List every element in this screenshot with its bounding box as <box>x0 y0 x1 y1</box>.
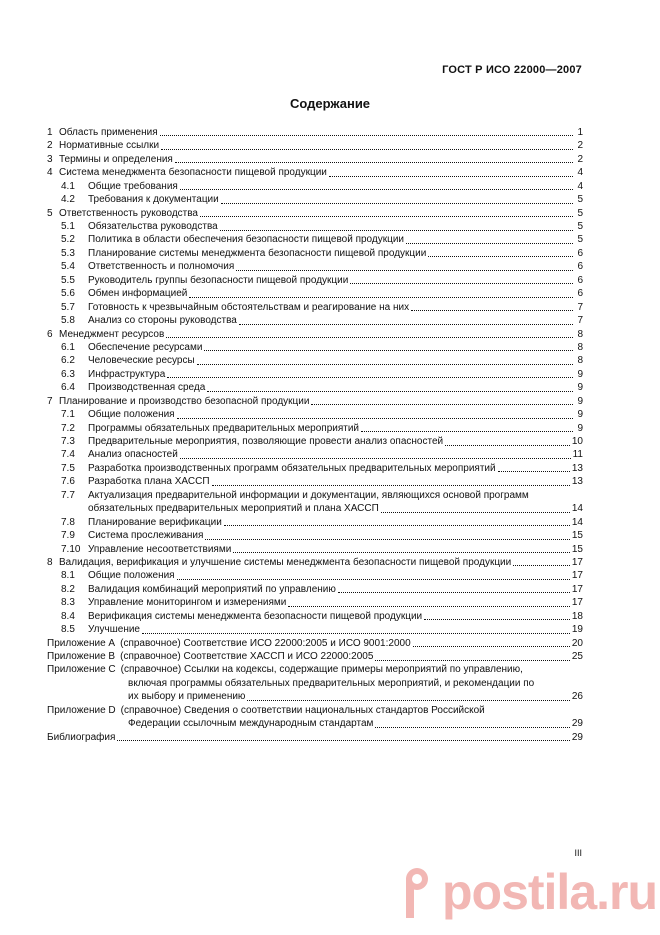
toc-entry[interactable] <box>47 596 583 609</box>
toc-entry-number: 8.5 <box>61 624 75 636</box>
toc-entry-number: 5.8 <box>61 315 75 327</box>
toc-entry-number: 7.9 <box>61 530 75 542</box>
toc-entry-number: 5.5 <box>61 274 75 286</box>
toc-entry[interactable] <box>47 126 583 139</box>
toc-entry-number: 6.4 <box>61 382 75 394</box>
toc-entry[interactable] <box>47 529 583 542</box>
dot-leader <box>239 323 573 325</box>
dot-leader <box>167 376 573 378</box>
toc-entry-page: 14 <box>571 503 583 515</box>
toc-entry-number: 7.8 <box>61 516 75 528</box>
toc-entry-number: 7.5 <box>61 462 75 474</box>
dot-leader <box>338 591 570 593</box>
toc-entry-title: Общие положения <box>88 570 175 582</box>
toc-entry-title: Инфраструктура <box>88 368 166 380</box>
toc-entry-page: 13 <box>571 462 583 474</box>
toc-entry-title: Обеспечение ресурсами <box>88 341 203 353</box>
toc-entry-title: Руководитель группы безопасности пищевой продукции <box>88 274 349 286</box>
toc-entry-title: Область применения <box>59 126 158 138</box>
dot-leader <box>220 229 573 231</box>
toc-entry-title: Нормативные ссылки <box>59 140 160 152</box>
toc-entry[interactable] <box>47 475 583 488</box>
toc-entry[interactable] <box>47 664 583 677</box>
toc-entry[interactable] <box>47 650 583 663</box>
toc-entry-number: 8 <box>47 556 53 568</box>
toc-entry-page: 18 <box>571 610 583 622</box>
toc-entry-number: 8.1 <box>61 570 75 582</box>
toc-entry-continuation <box>47 502 583 515</box>
toc-entry-number: 5.3 <box>61 247 75 259</box>
toc-entry[interactable] <box>47 610 583 623</box>
toc-entry-number: 6.1 <box>61 341 75 353</box>
toc-entry-page: 2 <box>577 153 583 165</box>
toc-entry-title: Анализ со стороны руководства <box>88 315 237 327</box>
toc-entry[interactable] <box>47 301 583 314</box>
toc-entry-number: 8.2 <box>61 583 75 595</box>
watermark <box>398 848 660 935</box>
toc-entry-title: Валидация комбинаций мероприятий по управлению <box>88 583 336 595</box>
toc-entry[interactable] <box>47 341 583 354</box>
toc-entry-page: 19 <box>571 624 583 636</box>
page-number: III <box>574 848 582 858</box>
toc-entry-page: 8 <box>577 355 583 367</box>
toc-entry-title: Общие требования <box>88 180 178 192</box>
dot-leader <box>406 242 573 244</box>
toc-entry-number: 5.7 <box>61 301 75 313</box>
toc-entry-number: 7.7 <box>61 489 75 501</box>
toc-entry-title: Предварительные мероприятия, позволяющие провести анализ опасностей <box>88 436 444 448</box>
toc-entry-number: 7.1 <box>61 409 75 421</box>
toc-entry-page: 17 <box>571 583 583 595</box>
toc-entry-page: 1 <box>577 126 583 138</box>
toc-entry[interactable] <box>47 516 583 529</box>
toc-entry-number: 2 <box>47 140 53 152</box>
watermark-text: postila.ru <box>442 863 658 920</box>
toc-entry-title: Планирование системы менеджмента безопасности пищевой продукции <box>88 247 427 259</box>
toc-entry-page: 7 <box>577 315 583 327</box>
toc-entry-number: 7.4 <box>61 449 75 461</box>
toc-entry-page: 9 <box>577 422 583 434</box>
toc-entry-title: Библиография <box>47 731 116 743</box>
dot-leader <box>117 739 569 741</box>
toc-entry-number: 7.2 <box>61 422 75 434</box>
dot-leader <box>375 659 569 661</box>
dot-leader <box>200 215 573 217</box>
toc-entry[interactable] <box>47 543 583 556</box>
dot-leader <box>160 134 573 136</box>
toc-entry-number: 8.4 <box>61 610 75 622</box>
dot-leader <box>197 363 573 365</box>
toc-entry-page: 17 <box>571 556 583 568</box>
toc-entry[interactable] <box>47 139 583 152</box>
toc-entry-title: (справочное) Соответствие ИСО 22000:2005 и ИСО 9001:2000 <box>120 637 411 649</box>
toc-entry[interactable] <box>47 381 583 394</box>
dot-leader <box>161 148 573 150</box>
toc-entry[interactable] <box>47 422 583 435</box>
toc-entry-page: 8 <box>577 341 583 353</box>
toc-entry-title: Разработка плана ХАССП <box>88 476 210 488</box>
toc-entry-page: 9 <box>577 409 583 421</box>
document-code: ГОСТ Р ИСО 22000—2007 <box>442 64 582 76</box>
dot-leader <box>361 430 573 432</box>
toc-entry-title: Планирование верификации <box>88 516 222 528</box>
toc-entry-title: Политика в области обеспечения безопасности пищевой продукции <box>88 234 405 246</box>
dot-leader <box>224 524 570 526</box>
toc-entry-page: 6 <box>577 247 583 259</box>
toc-entry-title: (справочное) Ссылки на кодексы, содержащие примеры мероприятий по управлению, <box>120 664 523 676</box>
toc-entry-number: Приложение С <box>47 664 116 676</box>
toc-entry[interactable] <box>47 180 583 193</box>
toc-entry-page: 26 <box>571 691 583 703</box>
dot-leader <box>311 403 573 405</box>
toc-entry[interactable] <box>47 234 583 247</box>
toc-entry-title: Управление мониторингом и измерениями <box>88 597 287 609</box>
toc-entry-continuation <box>47 690 583 703</box>
dot-leader <box>180 188 573 190</box>
toc-entry-title: Планирование и производство безопасной продукции <box>59 395 310 407</box>
dot-leader <box>424 618 570 620</box>
toc-entry-page: 6 <box>577 274 583 286</box>
toc-entry[interactable] <box>47 435 583 448</box>
toc-entry-title: Валидация, верификация и улучшение системы менеджмента безопасности пищевой продукции <box>59 556 512 568</box>
dot-leader <box>212 484 570 486</box>
toc-entry-number: 4.2 <box>61 194 75 206</box>
toc-entry-page: 15 <box>571 543 583 555</box>
dot-leader <box>180 457 571 459</box>
toc-entry[interactable] <box>47 260 583 273</box>
toc-entry-title: Производственная среда <box>88 382 206 394</box>
dot-leader <box>288 605 570 607</box>
toc-entry[interactable] <box>47 220 583 233</box>
dot-leader <box>445 444 570 446</box>
toc-entry-page: 4 <box>577 167 583 179</box>
toc-entry[interactable] <box>47 556 583 569</box>
toc-entry-page: 6 <box>577 288 583 300</box>
toc-entry-page: 13 <box>571 476 583 488</box>
dot-leader <box>177 417 573 419</box>
dot-leader <box>177 578 570 580</box>
toc-entry[interactable] <box>47 623 583 636</box>
toc-entry-number: 5.2 <box>61 234 75 246</box>
toc-entry[interactable] <box>47 287 583 300</box>
toc-entry[interactable] <box>47 207 583 220</box>
page-title: Содержание <box>289 96 371 111</box>
toc-entry-number: 6.3 <box>61 368 75 380</box>
toc-entry-title: Система менеджмента безопасности пищевой продукции <box>59 167 327 179</box>
toc-entry-page: 2 <box>577 140 583 152</box>
toc-entry-page: 8 <box>577 328 583 340</box>
toc-entry-title: Анализ опасностей <box>88 449 178 461</box>
toc-entry[interactable] <box>47 704 583 717</box>
toc-entry-number: 7.10 <box>61 543 81 555</box>
toc-entry-title: Программы обязательных предварительных мероприятий <box>88 422 360 434</box>
toc-entry-title: Термины и определения <box>59 153 173 165</box>
toc-entry-title: Общие положения <box>88 409 175 421</box>
toc-entry[interactable] <box>47 462 583 475</box>
toc-entry-title: Требования к документации <box>88 194 219 206</box>
dot-leader <box>411 309 573 311</box>
toc-entry-number: 5.4 <box>61 261 75 273</box>
toc-entry-page: 5 <box>577 234 583 246</box>
toc-entry-page: 14 <box>571 516 583 528</box>
toc-entry-number: Приложение D <box>47 704 116 716</box>
toc-entry-number: 4 <box>47 167 53 179</box>
toc-entry-page: 29 <box>571 731 583 743</box>
toc-entry-page: 5 <box>577 221 583 233</box>
toc-entry-number: 5.6 <box>61 288 75 300</box>
toc-entry-continuation <box>47 717 583 730</box>
toc-entry-number: Приложение В <box>47 651 116 663</box>
toc-entry-title: Федерации ссылочным международным стандартам <box>128 718 374 730</box>
toc-entry[interactable] <box>47 274 583 287</box>
toc-entry-title: (справочное) Сведения о соответствии национальных стандартов Российской <box>120 704 485 716</box>
dot-leader <box>166 336 573 338</box>
toc-entry-number: 7.3 <box>61 436 75 448</box>
postila-logo-icon <box>398 862 438 922</box>
toc-entry-title: Разработка производственных программ обязательных предварительных мероприятий <box>88 462 496 474</box>
toc-entry[interactable] <box>47 395 583 408</box>
toc-entry-continuation: включая программы обязательных предварительных мероприятий, и рекомендации по <box>128 677 535 689</box>
toc-entry-title: Обмен информацией <box>88 288 188 300</box>
toc-entry-page: 17 <box>571 597 583 609</box>
toc-entry-number: 5.1 <box>61 221 75 233</box>
dot-leader <box>375 726 569 728</box>
dot-leader <box>329 175 573 177</box>
toc-entry-title: Система прослеживания <box>88 530 204 542</box>
toc-entry-page: 29 <box>571 718 583 730</box>
toc-entry-page: 25 <box>571 651 583 663</box>
dot-leader <box>428 255 573 257</box>
toc-entry[interactable] <box>47 408 583 421</box>
toc-entry-title: Менеджмент ресурсов <box>59 328 165 340</box>
toc-entry-page: 10 <box>571 436 583 448</box>
dot-leader <box>207 390 573 392</box>
dot-leader <box>381 511 570 513</box>
toc-entry-page: 5 <box>577 207 583 219</box>
toc-entry-title: Ответственность и полномочия <box>88 261 235 273</box>
toc-entry-number: 6.2 <box>61 355 75 367</box>
toc-entry-number: 3 <box>47 153 53 165</box>
dot-leader <box>513 564 570 566</box>
toc-entry[interactable] <box>47 583 583 596</box>
toc-entry[interactable] <box>47 368 583 381</box>
toc-entry-title: Человеческие ресурсы <box>88 355 195 367</box>
toc-entry-number: 8.3 <box>61 597 75 609</box>
toc-entry-page: 9 <box>577 382 583 394</box>
toc-entry[interactable] <box>47 153 583 166</box>
dot-leader <box>247 699 569 701</box>
toc-entry-number: 7.6 <box>61 476 75 488</box>
dot-leader <box>233 551 570 553</box>
table-of-contents <box>47 126 583 744</box>
toc-entry[interactable] <box>47 328 583 341</box>
dot-leader <box>413 645 570 647</box>
toc-entry[interactable] <box>47 247 583 260</box>
toc-entry[interactable] <box>47 731 583 744</box>
toc-entry-number: 6 <box>47 328 53 340</box>
dot-leader <box>204 349 573 351</box>
toc-entry-page: 15 <box>571 530 583 542</box>
toc-entry[interactable] <box>47 314 583 327</box>
toc-entry-title: Актуализация предварительной информации и документации, являющихся основой программ <box>88 489 529 501</box>
toc-entry-title: Улучшение <box>88 624 140 636</box>
toc-entry[interactable] <box>47 193 583 206</box>
toc-entry-title: (справочное) Соответствие ХАССП и ИСО 22000:2005 <box>120 651 374 663</box>
toc-entry[interactable] <box>47 354 583 367</box>
toc-entry-title: Ответственность руководства <box>59 207 198 219</box>
toc-entry-page: 7 <box>577 301 583 313</box>
dot-leader <box>205 538 569 540</box>
toc-entry-title: Управление несоответствиями <box>88 543 232 555</box>
toc-entry[interactable] <box>47 637 583 650</box>
toc-entry-page: 20 <box>571 637 583 649</box>
toc-entry-title: Верификация системы менеджмента безопасности пищевой продукции <box>88 610 423 622</box>
toc-entry[interactable] <box>47 166 583 179</box>
toc-entry[interactable] <box>47 489 583 502</box>
toc-entry-page: 11 <box>572 449 583 461</box>
toc-entry-page: 17 <box>571 570 583 582</box>
dot-leader <box>175 161 573 163</box>
dot-leader <box>189 296 573 298</box>
toc-entry-title: их выбору и применению <box>128 691 246 703</box>
toc-entry-number: 7 <box>47 395 53 407</box>
dot-leader <box>350 282 573 284</box>
toc-entry-title: Обязательства руководства <box>88 221 218 233</box>
toc-entry-number: 1 <box>47 126 53 138</box>
toc-entry-page: 9 <box>577 395 583 407</box>
toc-entry-page: 9 <box>577 368 583 380</box>
dot-leader <box>142 632 570 634</box>
toc-entry-page: 5 <box>577 194 583 206</box>
toc-entry-title: Готовность к чрезвычайным обстоятельствам и реагирование на них <box>88 301 410 313</box>
dot-leader <box>221 202 573 204</box>
toc-entry-number: 4.1 <box>61 180 75 192</box>
dot-leader <box>236 269 573 271</box>
toc-entry-number: Приложение А <box>47 637 116 649</box>
toc-entry-title: обязательных предварительных мероприятий и плана ХАССП <box>88 503 379 515</box>
toc-entry-page: 6 <box>577 261 583 273</box>
dot-leader <box>498 470 570 472</box>
toc-entry[interactable] <box>47 569 583 582</box>
toc-entry-number: 5 <box>47 207 53 219</box>
toc-entry[interactable] <box>47 449 583 462</box>
toc-entry-page: 4 <box>577 180 583 192</box>
